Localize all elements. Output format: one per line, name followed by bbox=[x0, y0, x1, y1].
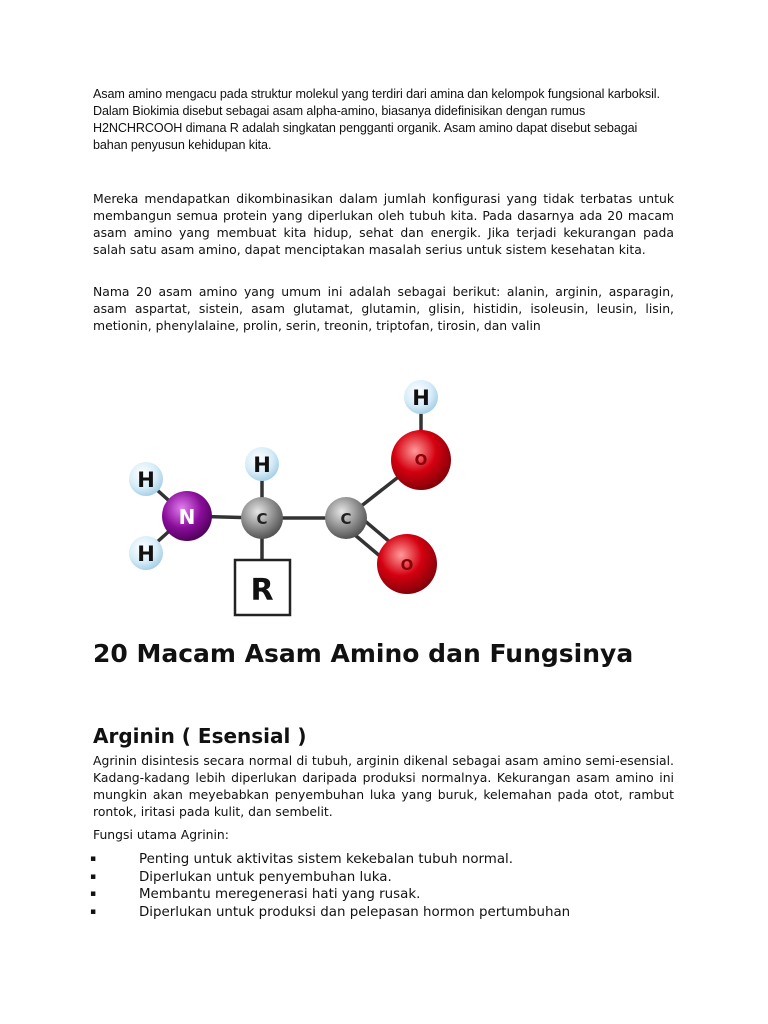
heading-twenty-amino-acids: 20 Macam Asam Amino dan Fungsinya bbox=[93, 639, 634, 668]
atom-oxygen-hydroxyl bbox=[391, 430, 451, 490]
bullet-icon: ▪ bbox=[90, 871, 97, 882]
list-item: ▪ Penting untuk aktivitas sistem kekebalan tubuh normal. bbox=[90, 852, 514, 867]
bonds bbox=[146, 398, 421, 568]
atom-carbon-carboxyl bbox=[325, 497, 367, 539]
atom-oxygen-carbonyl bbox=[377, 534, 437, 594]
r-group-box bbox=[235, 560, 290, 615]
atom-h-top bbox=[404, 380, 438, 414]
bullet-icon: ▪ bbox=[90, 906, 97, 917]
svg-text:H: H bbox=[412, 386, 430, 410]
atom-h-left-bottom bbox=[129, 536, 163, 570]
list-item: ▪ Diperlukan untuk penyembuhan luka. bbox=[90, 869, 392, 885]
intro-paragraph: Asam amino mengacu pada struktur molekul yang terdiri dari amina dan kelompok fungsional karboksil. Dalam Biokimia disebut sebagai asam alpha-amino, biasanya didefinisikan dengan rumus H2NCHRCOOH dimana R adalah singkatan pengganti organik. Asam amino dapat disebut sebagai bahan penyusun kehidupan kita. bbox=[93, 87, 660, 152]
svg-text:H: H bbox=[137, 542, 155, 566]
svg-text:H: H bbox=[137, 468, 155, 492]
arginin-description: Agrinin disintesis secara normal di tubuh, arginin dikenal sebagai asam amino semi-esensial. Kadang-kadang lebih diperlukan daripada produksi normalnya. Kekurangan asam amino ini mungkin akan meyebabkan penyembuhan luka yang buruk, kelemahan pada otot, rambut rontok, iritasi pada kulit, dan sembelit. bbox=[93, 753, 674, 819]
svg-text:R: R bbox=[250, 573, 274, 608]
svg-text:H: H bbox=[253, 453, 271, 477]
atom-carbon-alpha bbox=[241, 497, 283, 539]
svg-text:C: C bbox=[340, 510, 352, 528]
arginin-functions-list bbox=[90, 851, 674, 921]
svg-text:C: C bbox=[256, 510, 268, 528]
functions-label: Fungsi utama Agrinin: bbox=[93, 827, 229, 842]
atom-nitrogen bbox=[162, 491, 212, 541]
list-item: ▪ Diperlukan untuk produksi dan pelepasan hormon pertumbuhan bbox=[90, 904, 571, 920]
bullet-icon: ▪ bbox=[90, 854, 97, 864]
list-item: ▪ Membantu meregenerasi hati yang rusak. bbox=[90, 887, 421, 902]
amino-acid-structure-diagram bbox=[0, 360, 768, 630]
bullet-icon: ▪ bbox=[90, 889, 97, 899]
atom-h-left-top bbox=[129, 462, 163, 496]
svg-text:O: O bbox=[400, 556, 414, 574]
svg-text:N: N bbox=[178, 505, 196, 529]
atom-h-alpha bbox=[245, 447, 279, 481]
paragraph-configurations: Mereka mendapatkan dikombinasikan dalam jumlah konfigurasi yang tidak terbatas untuk membangun semua protein yang diperlukan oleh tubuh kita. Pada dasarnya ada 20 macam asam amino yang membuat kita hidup, sehat dan energik. Jika terjadi kekurangan pada salah satu asam amino, dapat menciptakan masalah serius untuk sistem kesehatan kita. bbox=[93, 191, 674, 257]
svg-text:O: O bbox=[414, 451, 428, 469]
heading-arginin: Arginin ( Esensial ) bbox=[93, 724, 307, 748]
paragraph-amino-list: Nama 20 asam amino yang umum ini adalah sebagai berikut: alanin, arginin, asparagin, asam aspartat, sistein, asam glutamat, glutamin, glisin, histidin, isoleusin, leusin, lisin, metionin, phenylalaine, prolin, serin, treonin, triptofan, tirosin, dan valin bbox=[93, 284, 674, 333]
